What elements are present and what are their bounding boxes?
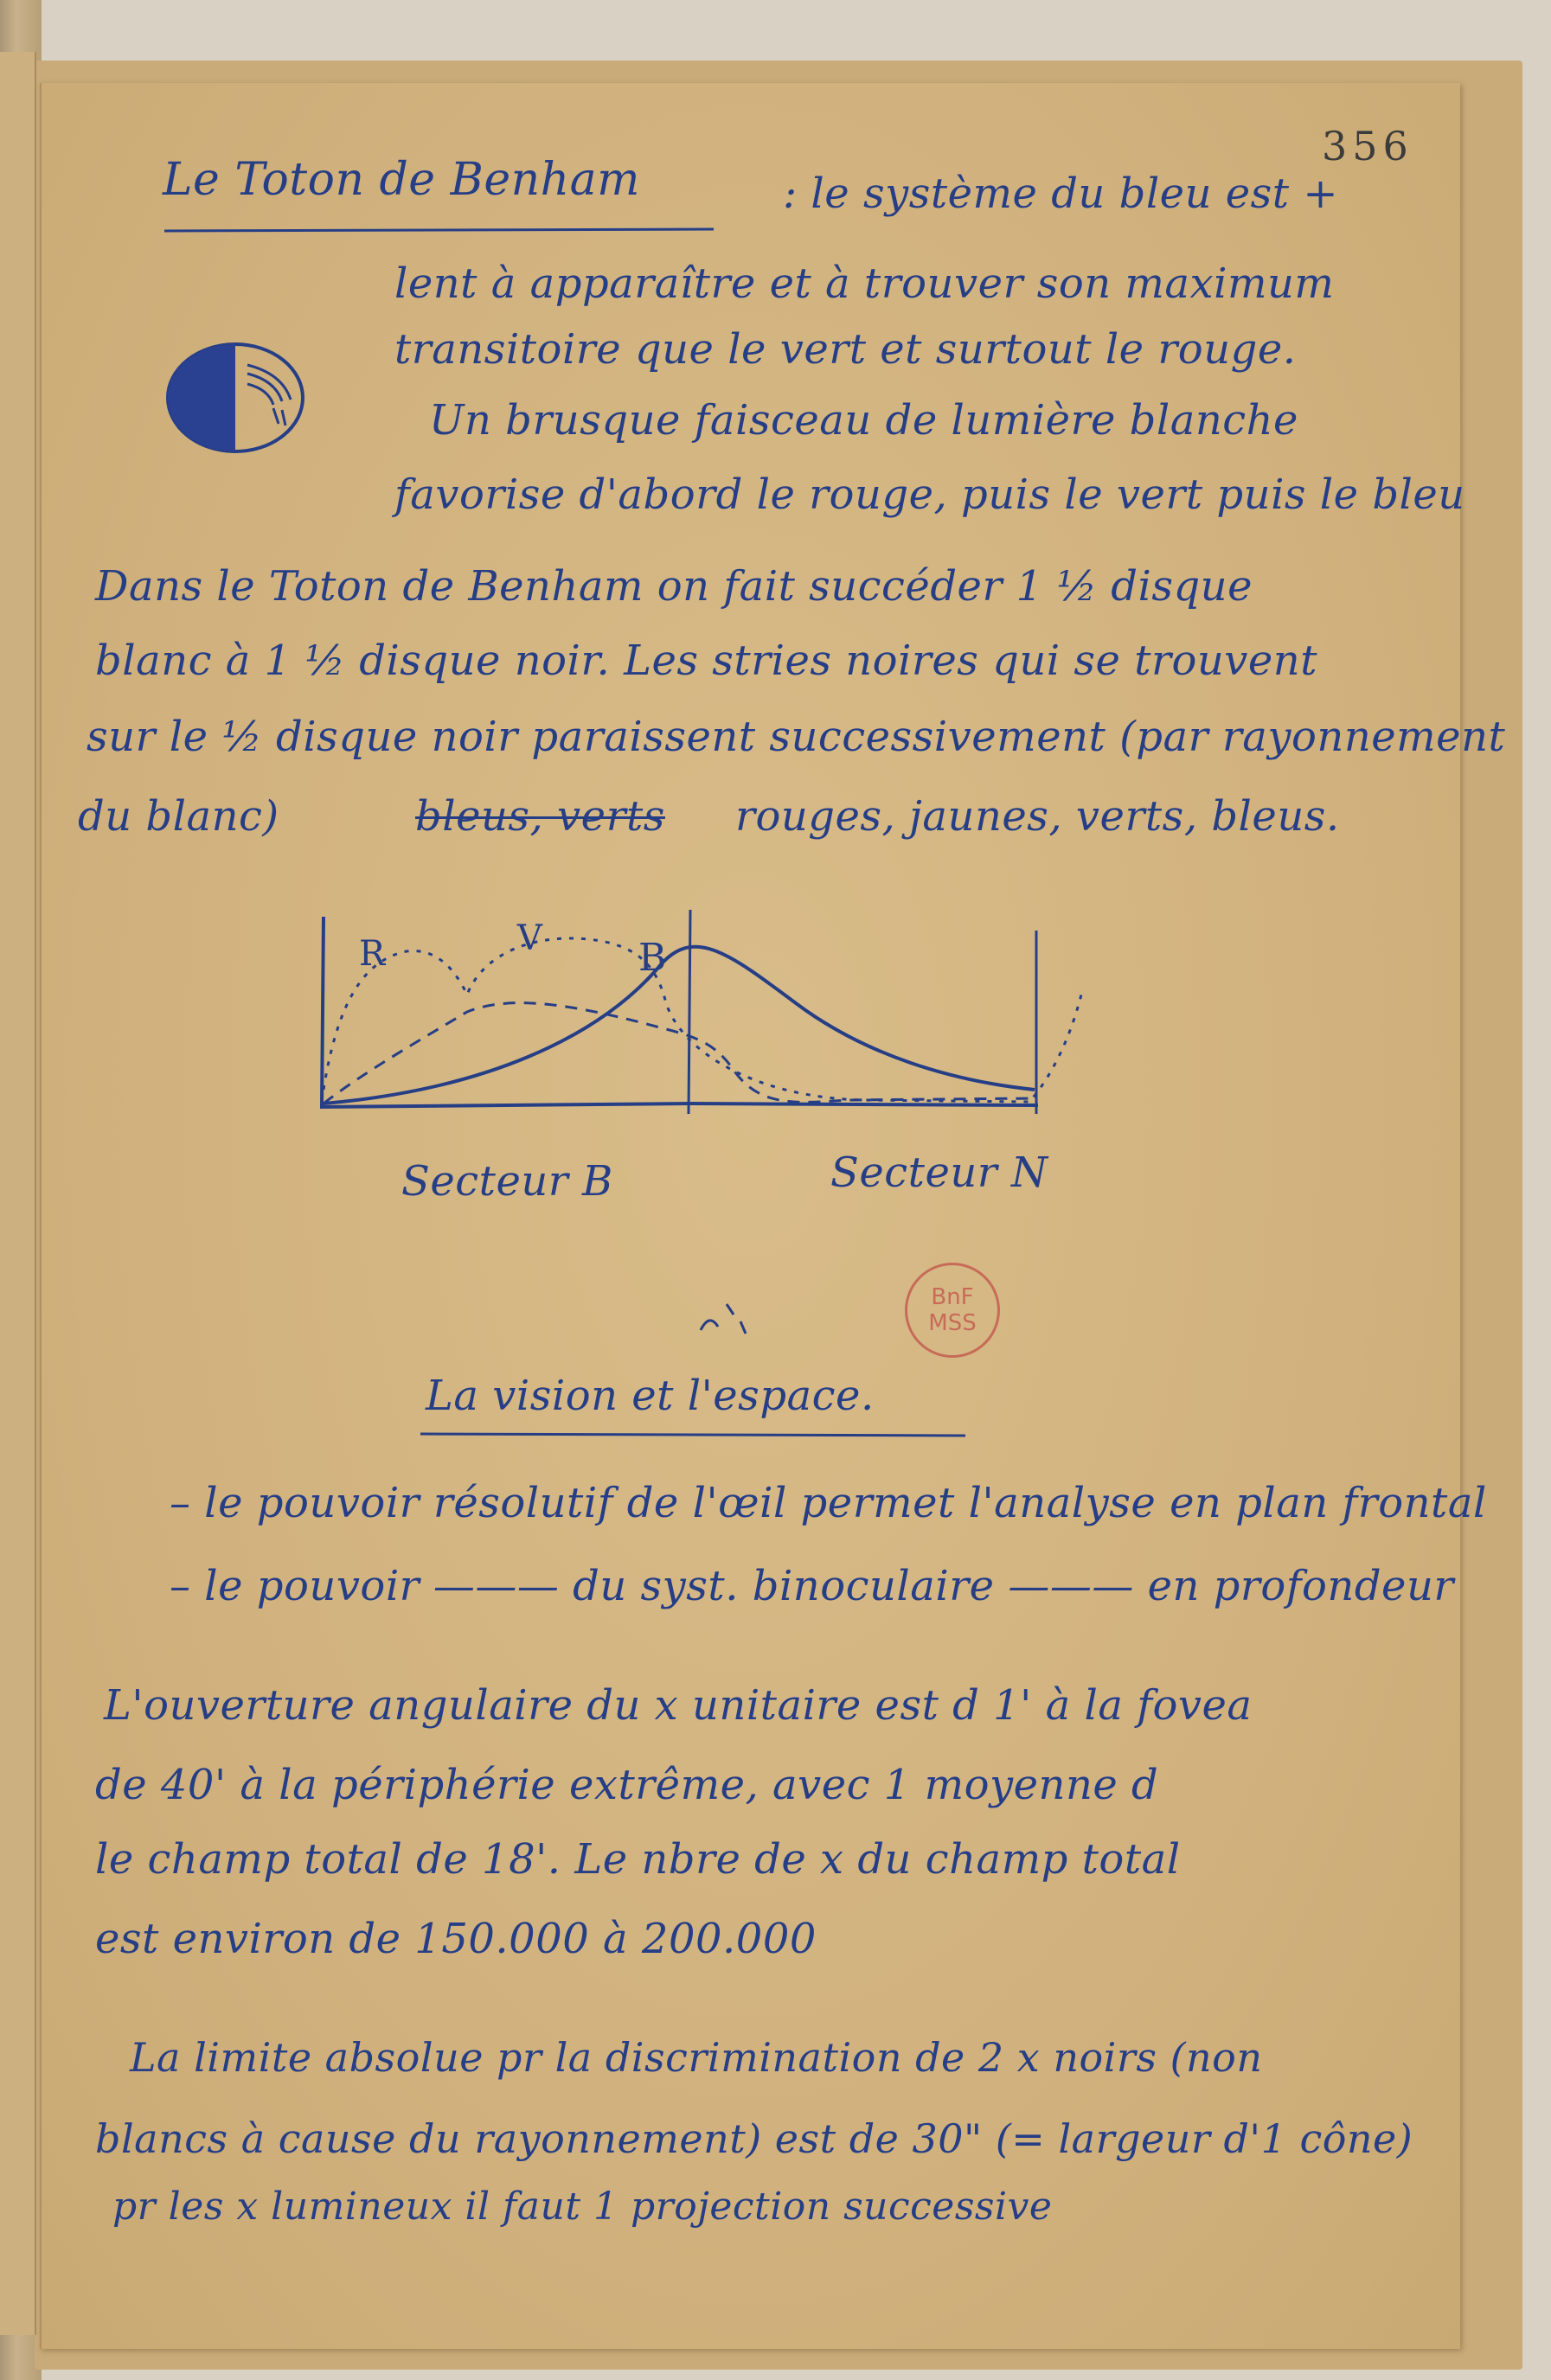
curve-b xyxy=(324,947,1035,1104)
curve-label-b: B xyxy=(638,936,667,980)
stamp-line-1: BnF xyxy=(931,1284,974,1310)
page-title: Le Toton de Benham xyxy=(163,154,640,206)
library-stamp xyxy=(905,1263,1000,1358)
sector-divider xyxy=(689,910,690,1114)
section-item: – le pouvoir ——— du syst. binoculaire ——— en profondeur xyxy=(170,1562,1454,1610)
paragraph-line: est environ de 150.000 à 200.000 xyxy=(95,1915,817,1963)
paragraph-line: de 40' à la périphérie extrême, avec 1 moyenne d xyxy=(95,1761,1159,1809)
intro-line: transitoire que le vert et surtout le rouge. xyxy=(394,325,1297,374)
colors-list: rouges, jaunes, verts, bleus. xyxy=(735,792,1340,841)
page-number: 356 xyxy=(1322,123,1413,170)
title-tail: : le système du bleu est + xyxy=(783,170,1339,218)
curve-label-r: R xyxy=(359,934,386,974)
section-title-underline xyxy=(420,1430,974,1439)
paragraph-line: pr les x lumineux il faut 1 projection successive xyxy=(112,2185,1053,2229)
benham-line: du blanc) xyxy=(78,792,279,841)
paragraph-line: La limite absolue pr la discrimination de 2 x noirs (non xyxy=(130,2034,1263,2081)
spectral-curves-diagram xyxy=(311,899,1107,1176)
sector-b-label: Secteur B xyxy=(401,1157,613,1206)
stamp-line-2: MSS xyxy=(928,1310,977,1336)
benham-line: sur le ½ disque noir paraissent successivement (par rayonnement xyxy=(87,713,1506,761)
ink-mark xyxy=(692,1296,761,1347)
section-title: La vision et l'espace. xyxy=(426,1372,875,1420)
facing-page-edge xyxy=(0,52,36,2335)
struck-colors: bleus, verts xyxy=(415,792,665,841)
axis-bottom xyxy=(692,1104,1038,1105)
curve-label-v: V xyxy=(517,918,543,958)
title-underline xyxy=(164,227,718,235)
intro-line: lent à apparaître et à trouver son maximum xyxy=(394,259,1335,308)
intro-line: Un brusque faisceau de lumière blanche xyxy=(429,396,1298,445)
paragraph-line: blancs à cause du rayonnement) est de 30" (= largeur d'1 cône) xyxy=(95,2115,1413,2162)
sector-n-label: Secteur N xyxy=(830,1148,1048,1197)
intro-line: favorise d'abord le rouge, puis le vert puis le bleu xyxy=(394,470,1465,519)
benham-line: blanc à 1 ½ disque noir. Les stries noires qui se trouvent xyxy=(95,637,1317,685)
benham-disk-sketch xyxy=(161,339,317,460)
paragraph-line: L'ouverture angulaire du x unitaire est d 1' à la fovea xyxy=(104,1681,1253,1730)
section-item: – le pouvoir résolutif de l'œil permet l'analyse en plan frontal xyxy=(170,1479,1487,1527)
paragraph-line: le champ total de 18'. Le nbre de x du champ total xyxy=(95,1835,1181,1884)
benham-line: Dans le Toton de Benham on fait succéder 1 ½ disque xyxy=(95,562,1253,611)
